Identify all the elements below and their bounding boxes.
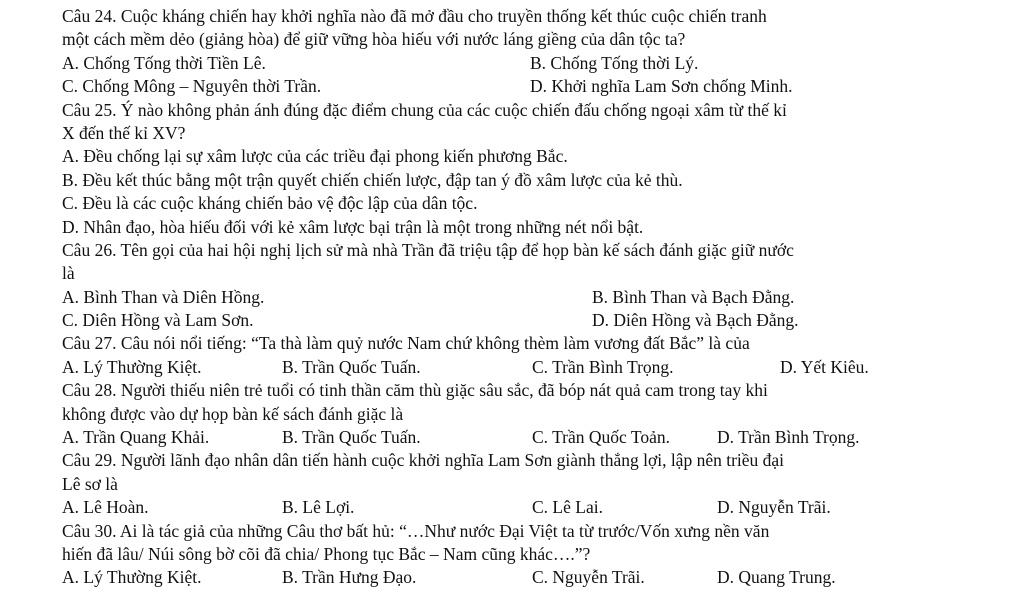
question-24-stem-line-1: Câu 24. Cuộc kháng chiến hay khởi nghĩa nào đã mở đầu cho truyền thống kết thúc cuộc chiến tranh <box>62 6 767 26</box>
question-30-option-b: B. Trần Hưng Đạo. <box>282 567 417 588</box>
question-30-option-d: D. Quang Trung. <box>717 567 836 588</box>
question-26-option-b: B. Bình Than và Bạch Đằng. <box>592 286 795 307</box>
question-28-options-row <box>62 426 1024 449</box>
question-25-option-a: A. Đều chống lại sự xâm lược của các triều đại phong kiến phương Bắc. <box>62 146 568 167</box>
question-25-option-b: B. Đều kết thúc bằng một trận quyết chiến chiến lược, đập tan ý đồ xâm lược của kẻ thù. <box>62 169 683 190</box>
question-26-options-row-1 <box>62 286 1024 309</box>
question-24-option-c: C. Chống Mông – Nguyên thời Trần. <box>62 76 322 97</box>
question-28-option-a: A. Trần Quang Khải. <box>62 427 210 448</box>
question-28-stem-line-1: Câu 28. Người thiếu niên trẻ tuổi có tinh thần căm thù giặc sâu sắc, đã bóp nát quả cam trong tay khi <box>62 380 768 401</box>
question-24-option-d: D. Khởi nghĩa Lam Sơn chống Minh. <box>530 76 793 97</box>
question-28-option-d: D. Trần Bình Trọng. <box>717 427 860 448</box>
question-24-option-b: B. Chống Tống thời Lý. <box>530 52 699 73</box>
question-24-options-row-1 <box>62 52 1024 75</box>
question-29-option-b: B. Lê Lợi. <box>282 497 355 518</box>
question-30-option-a: A. Lý Thường Kiệt. <box>62 567 202 588</box>
question-26-option-c: C. Diên Hồng và Lam Sơn. <box>62 310 254 331</box>
question-30-option-c: C. Nguyễn Trãi. <box>532 567 645 588</box>
question-29-stem-line-1: Câu 29. Người lãnh đạo nhân dân tiến hành cuộc khởi nghĩa Lam Sơn giành thắng lợi, lập nên triều đại <box>62 450 785 471</box>
question-29-option-d: D. Nguyễn Trãi. <box>717 497 831 518</box>
question-26-stem-line-1: Câu 26. Tên gọi của hai hội nghị lịch sử mà nhà Trần đã triệu tập để họp bàn kế sách đánh giặc giữ nước <box>62 239 794 260</box>
question-26-options-row-2 <box>62 309 1024 332</box>
question-26-option-a: A. Bình Than và Diên Hồng. <box>62 286 265 307</box>
question-29-stem-line-2: Lê sơ là <box>62 473 118 494</box>
question-25-option-d: D. Nhân đạo, hòa hiếu đối với kẻ xâm lược bại trận là một trong những nét nổi bật. <box>62 216 644 237</box>
question-30-options-row <box>62 566 1024 589</box>
question-27-option-a: A. Lý Thường Kiệt. <box>62 356 202 377</box>
question-24-stem-line-2: một cách mềm dẻo (giảng hòa) để giữ vững hòa hiếu với nước láng giềng của dân tộc ta? <box>62 29 686 50</box>
question-25-stem-line-2: X đến thế kỉ XV? <box>62 122 186 143</box>
question-30-stem-line-2: hiến đã lâu/ Núi sông bờ cõi đã chia/ Phong tục Bắc – Nam cũng khác….”? <box>62 543 591 564</box>
question-29-option-c: C. Lê Lai. <box>532 497 603 518</box>
question-25-stem-line-1: Câu 25. Ý nào không phản ánh đúng đặc điểm chung của các cuộc chiến đấu chống ngoại xâm từ thế kỉ <box>62 99 787 120</box>
question-27-option-b: B. Trần Quốc Tuấn. <box>282 356 421 377</box>
question-26-option-d: D. Diên Hồng và Bạch Đằng. <box>592 310 799 331</box>
question-24-options-row-2 <box>62 75 1024 98</box>
question-27-stem-line-1: Câu 27. Câu nói nổi tiếng: “Ta thà làm quỷ nước Nam chứ không thèm làm vương đất Bắc” là của <box>62 333 750 354</box>
question-26-stem-line-2: là <box>62 263 75 284</box>
question-27-option-c: C. Trần Bình Trọng. <box>532 356 674 377</box>
question-27-option-d: D. Yết Kiêu. <box>780 356 869 377</box>
question-28-option-c: C. Trần Quốc Toản. <box>532 427 670 448</box>
question-28-option-b: B. Trần Quốc Tuấn. <box>282 427 421 448</box>
question-29-option-a: A. Lê Hoàn. <box>62 497 149 518</box>
question-27-options-row <box>62 356 1024 379</box>
question-30-stem-line-1: Câu 30. Ai là tác giả của những Câu thơ bất hủ: “…Như nước Đại Việt ta từ trước/Vốn xưng nền văn <box>62 520 770 541</box>
question-28-stem-line-2: không được vào dự họp bàn kế sách đánh giặc là <box>62 403 404 424</box>
question-24-option-a: A. Chống Tống thời Tiền Lê. <box>62 52 266 73</box>
question-29-options-row <box>62 496 1024 519</box>
question-25-option-c: C. Đều là các cuộc kháng chiến bảo vệ độc lập của dân tộc. <box>62 193 478 214</box>
